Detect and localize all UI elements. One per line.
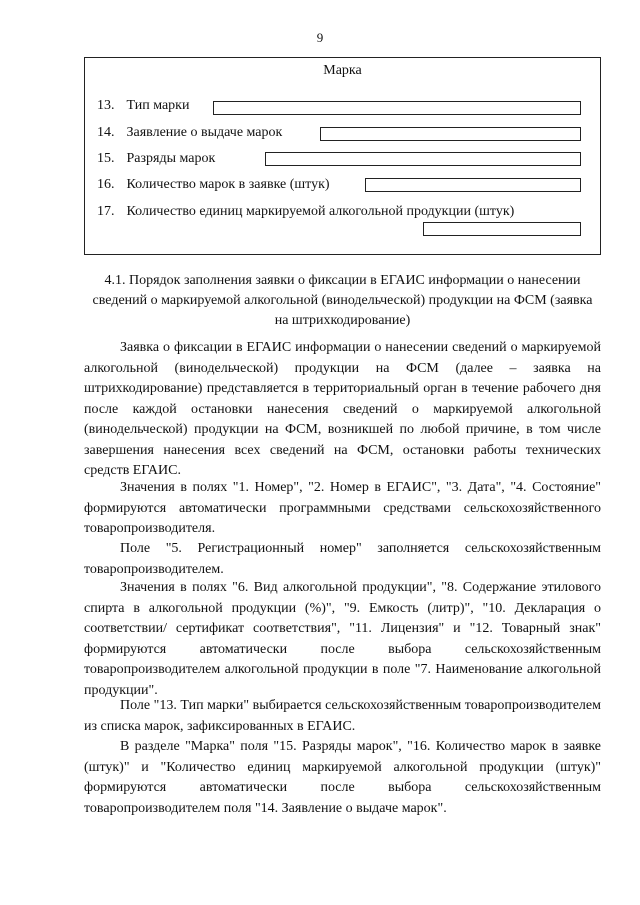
field-label: Количество единиц маркируемой алкогольной продукции (штук)	[126, 204, 515, 219]
stamp-count-input[interactable]	[365, 178, 581, 192]
section-heading: 4.1. Порядок заполнения заявки о фиксации в ЕГАИС информации о нанесении сведений о маркируемой алкогольной (винодельческой) продукции на ФСМ (заявка на штрихкодирование)	[92, 273, 593, 328]
field-number: 14.	[97, 125, 115, 140]
marka-title: Марка	[323, 63, 362, 78]
paragraph-5: Поле "13. Тип марки" выбирается сельскохозяйственным товаропроизводителем из списка марок, зафиксированных в ЕГАИС.	[84, 698, 601, 734]
marka-form-section	[84, 57, 601, 255]
stamp-type-input[interactable]	[213, 101, 581, 115]
field-label: Количество марок в заявке (штук)	[126, 177, 330, 192]
field-row-stamp-count	[97, 177, 330, 193]
paragraph-2: Значения в полях "1. Номер", "2. Номер в ЕГАИС", "3. Дата", "4. Состояние" формируются автоматически программными средствами сельскохозяйственного товаропроизводителя.	[84, 480, 601, 536]
paragraph-1: Заявка о фиксации в ЕГАИС информации о нанесении сведений о маркируемой алкогольной (винодельческой) продукции на ФСМ (далее – заявка на штрихкодирование) представляется в территориальный орган в течение рабочего дня после каждой остановки нанесения сведений о маркируемой алкогольной (винодельческой) продукции на ФСМ, возникшей по любой причине, в том числе завершения нанесения всех сведений на ФСМ, остановки работы технических средств ЕГАИС.	[84, 340, 601, 478]
paragraph-6: В разделе "Марка" поля "15. Разряды марок", "16. Количество марок в заявке (штук)" и "Количество единиц маркируемой алкогольной продукции (штук)" формируются автоматически после выбора сельскохозяйственным товаропроизводителем поля "14. Заявление о выдаче марок".	[84, 739, 601, 816]
field-row-application	[97, 125, 282, 141]
field-number: 15.	[97, 151, 115, 166]
stamp-application-input[interactable]	[320, 127, 581, 141]
field-number: 16.	[97, 177, 115, 192]
field-row-type	[97, 98, 189, 114]
field-label: Тип марки	[126, 98, 190, 113]
field-number: 13.	[97, 98, 115, 113]
paragraph-4: Значения в полях "6. Вид алкогольной продукции", "8. Содержание этилового спирта в алкогольной продукции (%)", "9. Емкость (литр)", "10. Декларация о соответствии/ сертификат соответствия", "11. Лицензия" и "12. Товарный знак" формируются автоматически после выбора сельскохозяйственным товаропроизводителем алкогольной продукции в поле "7. Наименование алкогольной продукции".	[84, 580, 601, 698]
paragraph-3: Поле "5. Регистрационный номер" заполняется сельскохозяйственным товаропроизводителем.	[84, 541, 601, 577]
field-label: Разряды марок	[126, 151, 216, 166]
field-row-unit-count	[97, 204, 514, 220]
page-number: 9	[316, 30, 324, 45]
field-number: 17.	[97, 204, 115, 219]
product-unit-count-input[interactable]	[423, 222, 581, 236]
stamp-ranges-input[interactable]	[265, 152, 581, 166]
field-row-ranges	[97, 151, 215, 167]
field-label: Заявление о выдаче марок	[126, 125, 283, 140]
